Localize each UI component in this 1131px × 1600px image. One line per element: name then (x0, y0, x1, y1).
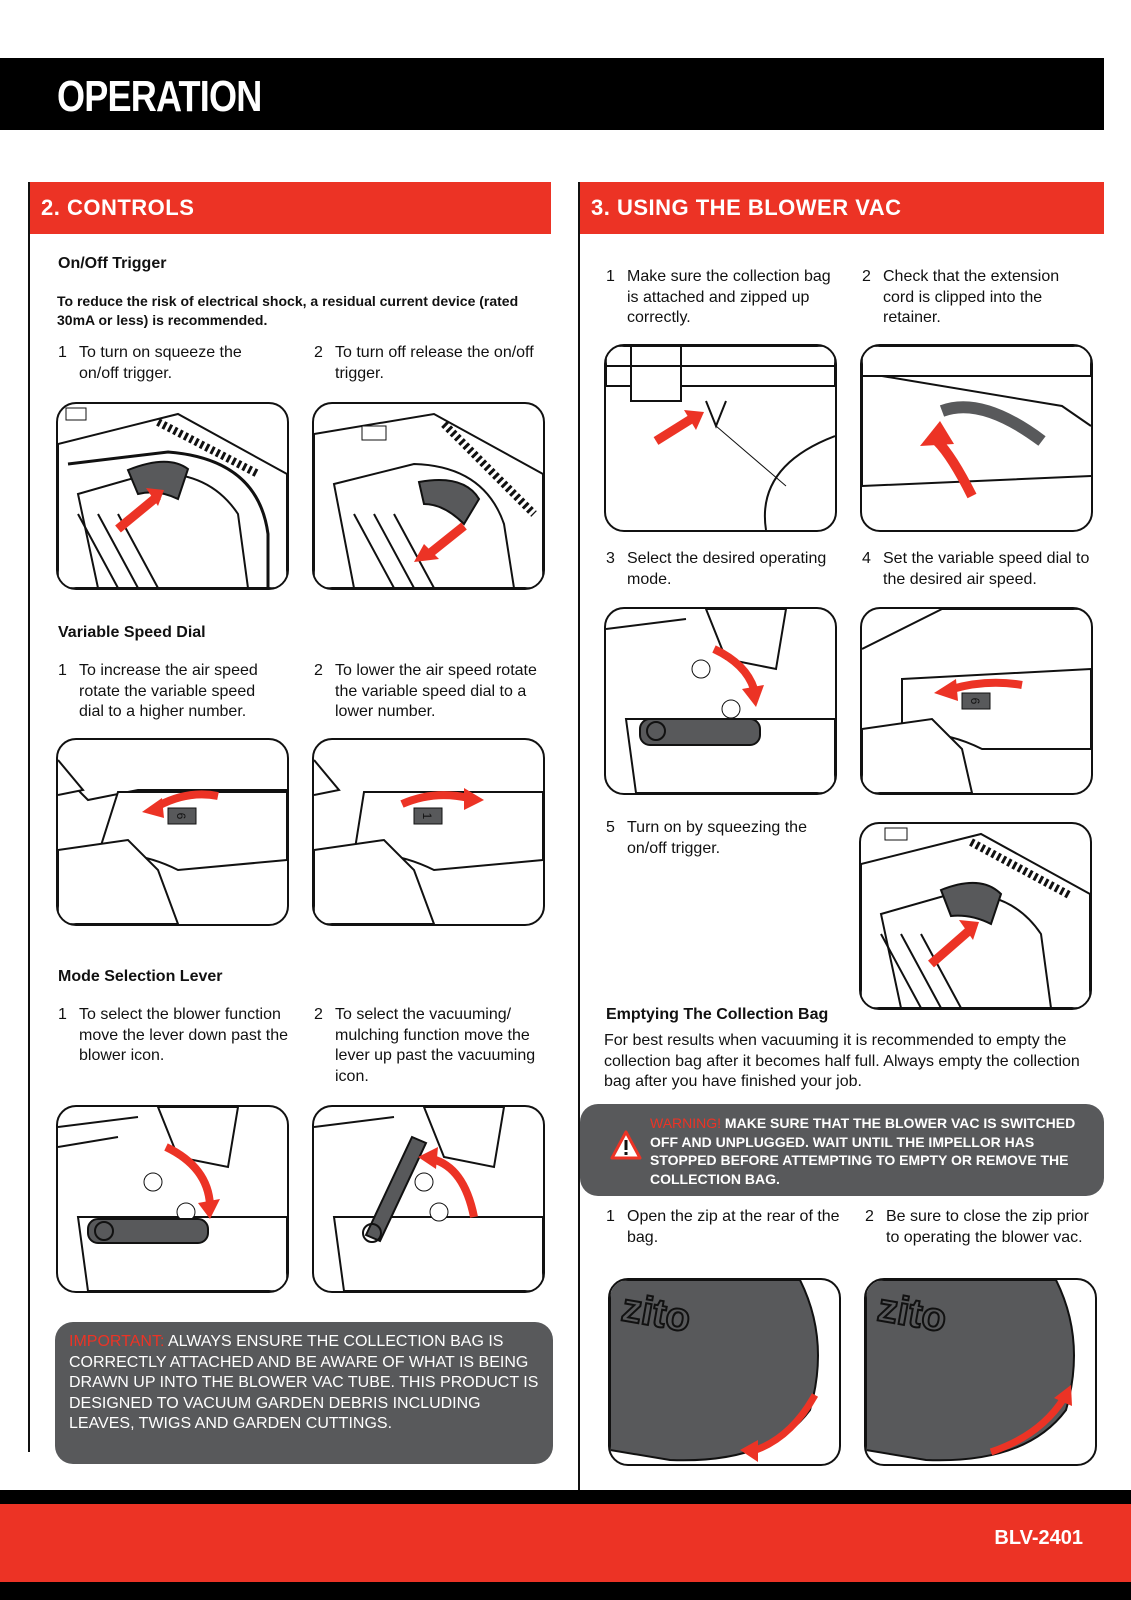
bag-logo: zito (618, 1285, 694, 1341)
cord-retainer-illustration (860, 344, 1093, 532)
red-arrow-icon (920, 421, 954, 446)
page-title-bar (0, 58, 1104, 130)
bag-open-illustration (608, 1278, 841, 1466)
warning-triangle-icon (610, 1130, 642, 1160)
trigger-off-illustration (312, 402, 545, 590)
section-heading-controls: 2. CONTROLS (29, 182, 551, 234)
important-label: IMPORTANT: (69, 1333, 165, 1350)
subheading-emptying: Emptying The Collection Bag (606, 1006, 829, 1023)
vacuum-icon (144, 1173, 162, 1191)
bag-logo: zito (874, 1285, 950, 1341)
important-notice (55, 1322, 553, 1464)
blower-icon (430, 1203, 448, 1221)
speed-dial-low-illustration (312, 738, 545, 926)
turn-on-trigger-illustration (859, 822, 1092, 1010)
vacuum-icon (415, 1173, 433, 1191)
speed-dial-illustration (860, 607, 1093, 795)
subheading-mode: Mode Selection Lever (58, 968, 223, 985)
right-divider-line (578, 182, 580, 1490)
subheading-speed: Variable Speed Dial (58, 624, 206, 641)
dial-number: 1 (420, 812, 434, 820)
page-title: OPERATION (57, 72, 262, 121)
dial-number: 6 (968, 697, 982, 705)
footer-top-stripe (0, 1490, 1131, 1504)
model-number: BLV-2401 (994, 1527, 1083, 1549)
section-heading-using: 3. USING THE BLOWER VAC (579, 182, 1104, 234)
dial-number: 6 (174, 812, 188, 820)
speed-dial-high-illustration (56, 738, 289, 926)
emptying-paragraph: For best results when vacuuming it is recommended to empty the collection bag after it becomes half full. Always empty the collection bag after you have finished your job. (604, 1032, 1080, 1090)
footer-bar (0, 1504, 1131, 1582)
warning-text: MAKE SURE THAT THE BLOWER VAC IS SWITCHED OFF AND UNPLUGGED. WAIT UNTIL THE IMPELLOR HAS STOPPED BEFORE ATTEMPTING TO EMPTY OR REMOVE THE COLLECTION BAG. (650, 1115, 1076, 1187)
vacuum-icon (692, 660, 710, 678)
collection-bag-illustration (604, 344, 837, 532)
bag-close-illustration (864, 1278, 1097, 1466)
warning-label: WARNING! (650, 1115, 722, 1131)
footer-bottom-stripe (0, 1582, 1131, 1600)
trigger-on-illustration (56, 402, 289, 590)
subheading-trigger: On/Off Trigger (58, 255, 167, 272)
left-divider-line (28, 182, 30, 1452)
mode-lever-vacuum-illustration (312, 1105, 545, 1293)
operating-mode-illustration (604, 607, 837, 795)
red-arrow-icon (742, 685, 764, 707)
warning-notice (580, 1104, 1104, 1196)
safety-note: To reduce the risk of electrical shock, a residual current device (rated 30mA or less) is recommended. (57, 293, 519, 328)
blower-icon (722, 700, 740, 718)
mode-lever-blower-illustration (56, 1105, 289, 1293)
important-text: ALWAYS ENSURE THE COLLECTION BAG IS CORRECTLY ATTACHED AND BE AWARE OF WHAT IS BEING DRAWN UP INTO THE BLOWER VAC TUBE. THIS PRODUCT IS DESIGNED TO VACUUM GARDEN DEBRIS INCLUDING LEAVES, TWIGS AND GARDEN CUTTINGS. (69, 1333, 539, 1432)
